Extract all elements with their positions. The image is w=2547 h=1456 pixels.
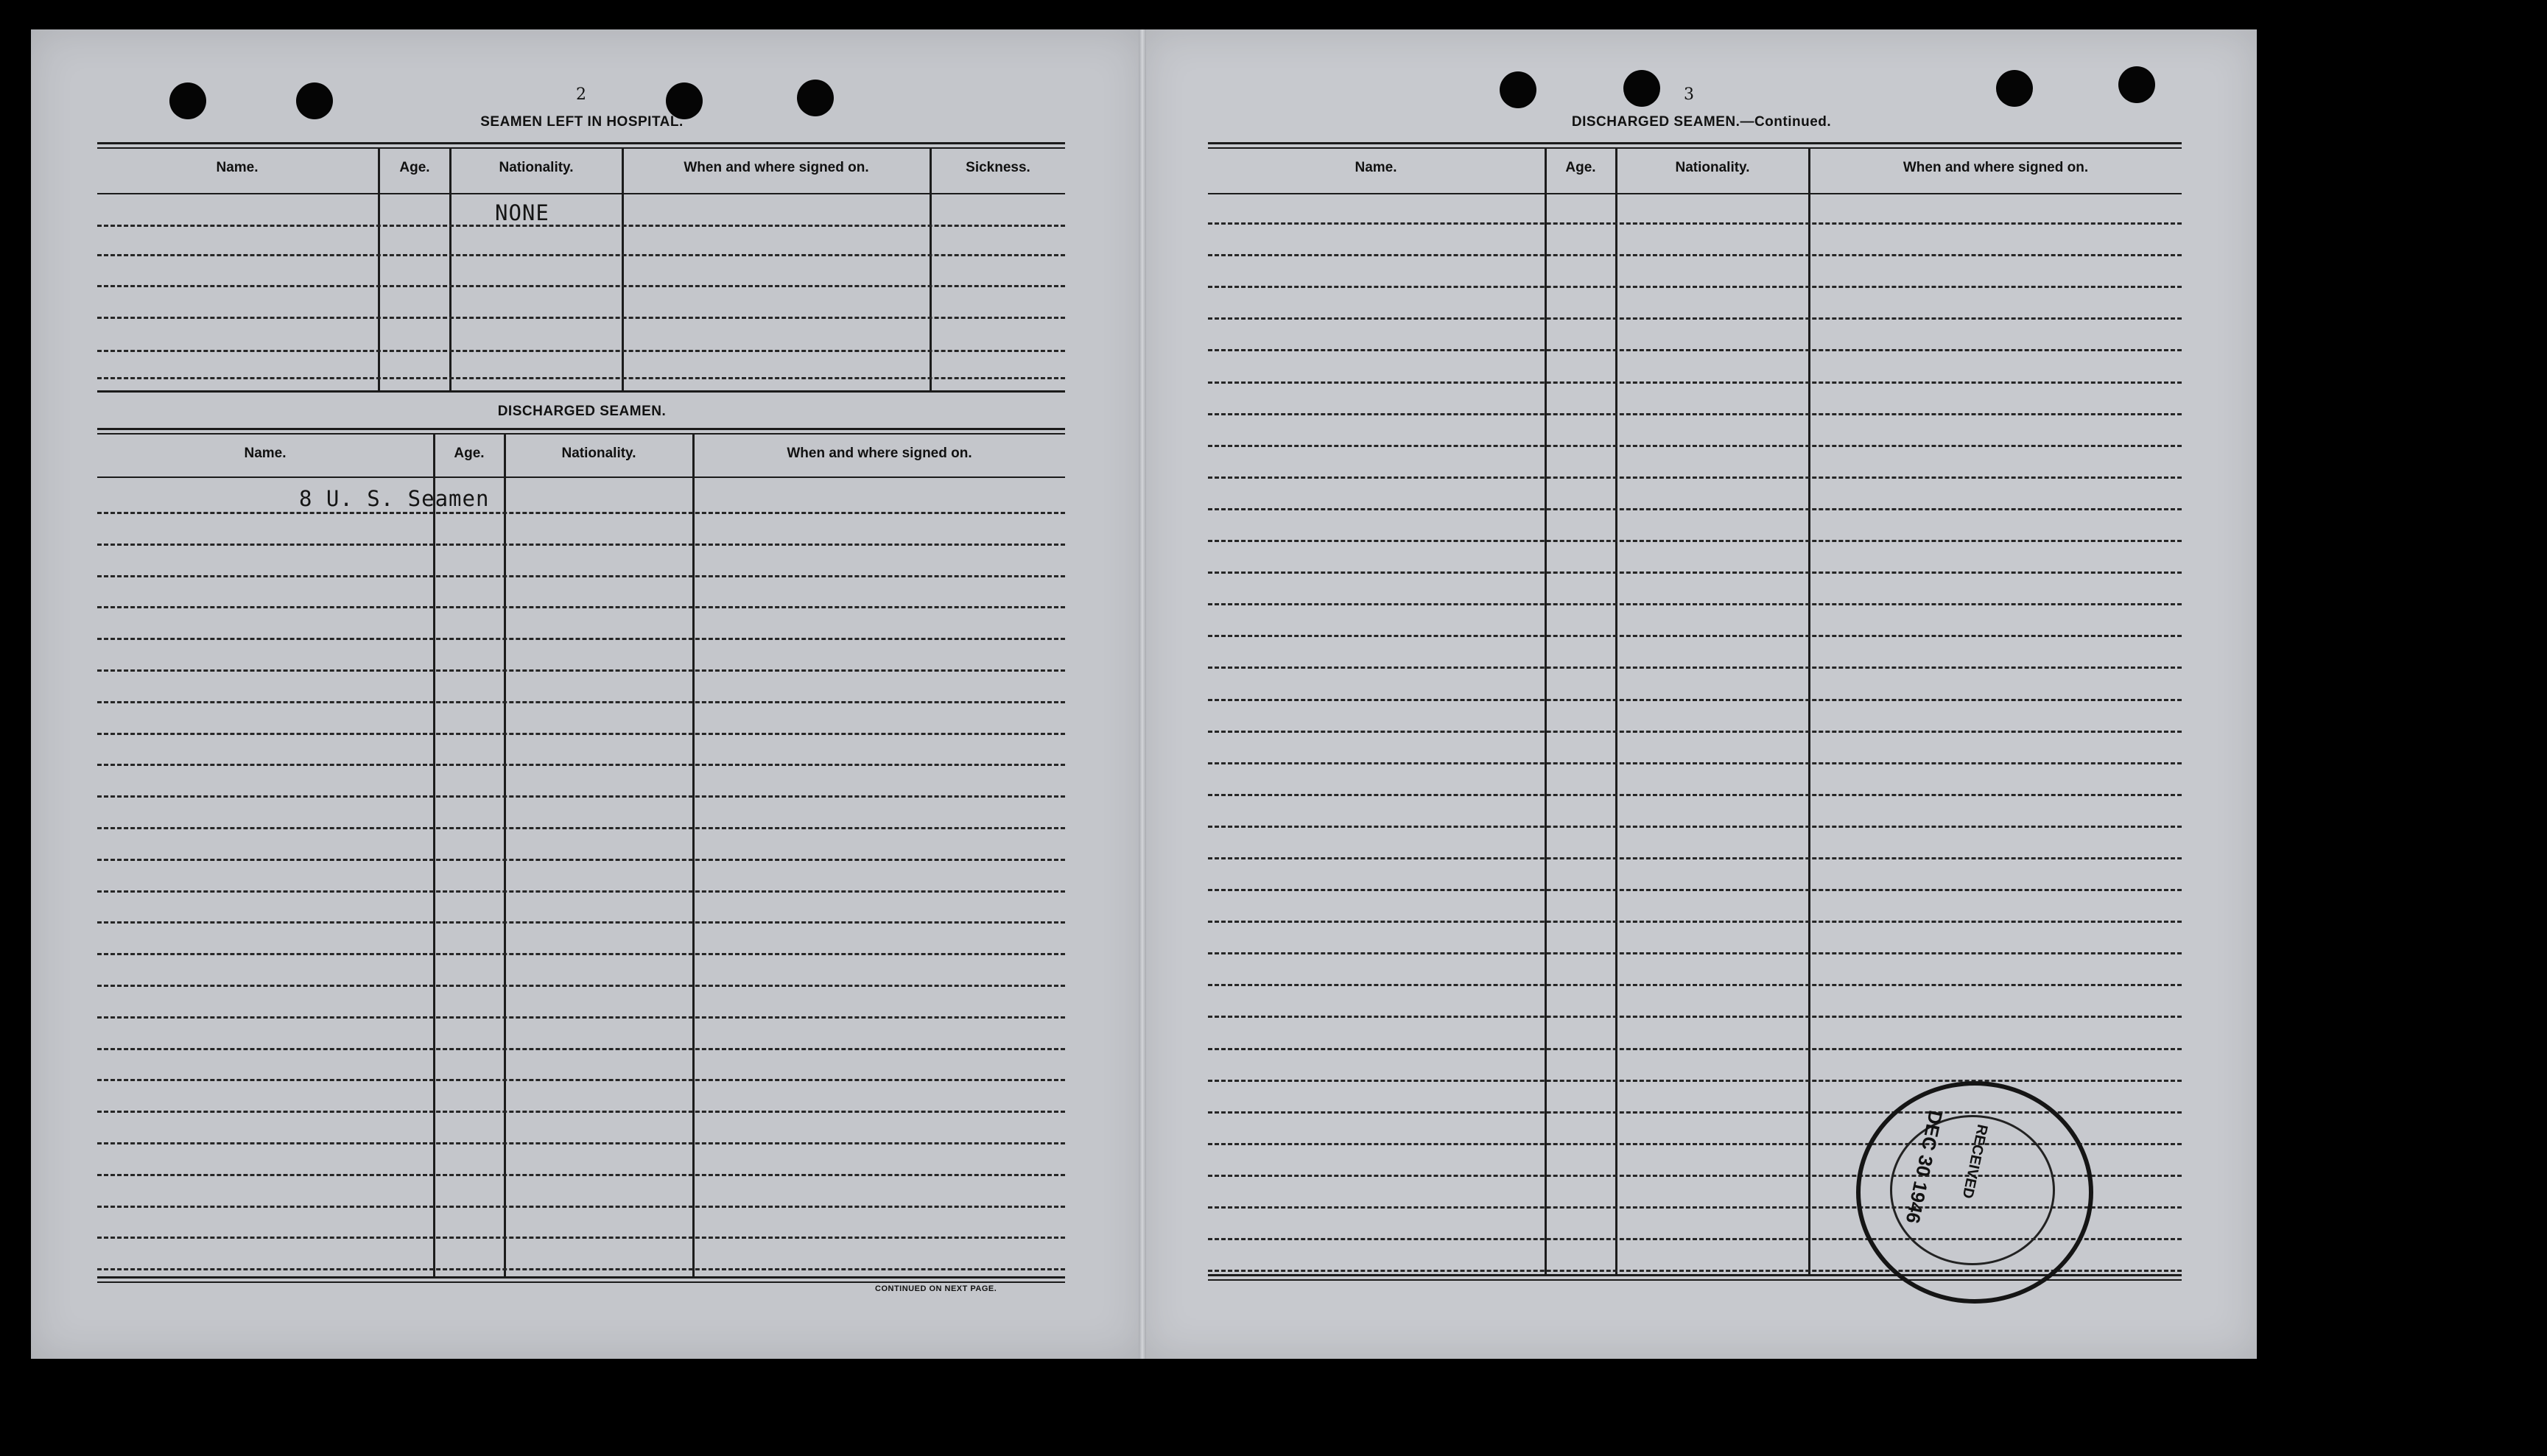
row-line — [97, 669, 1065, 672]
row-line — [97, 254, 1065, 256]
row-line — [1208, 857, 2182, 859]
table-bottom-rule — [97, 1276, 1065, 1279]
punch-hole — [1500, 71, 1536, 108]
column-header-nationality: Nationality. — [1675, 160, 1750, 175]
column-header-age: Age. — [454, 446, 485, 461]
row-line — [97, 985, 1065, 987]
hospital-entry-nationality: NONE — [495, 200, 549, 225]
column-divider — [622, 147, 624, 390]
row-line — [97, 544, 1065, 546]
row-line — [97, 377, 1065, 379]
column-divider — [433, 433, 435, 1278]
column-header-signed-on: When and where signed on. — [787, 446, 972, 461]
row-line — [97, 1016, 1065, 1019]
left-page — [31, 29, 1143, 1359]
row-line — [97, 827, 1065, 829]
table-top-rule — [97, 147, 1065, 149]
row-line — [1208, 635, 2182, 637]
header-rule — [1208, 193, 2182, 194]
row-line — [1208, 445, 2182, 447]
column-divider — [449, 147, 452, 390]
punch-hole — [1623, 70, 1660, 107]
row-line — [1208, 572, 2182, 574]
row-line — [97, 921, 1065, 924]
column-divider — [930, 147, 932, 390]
punch-hole — [296, 82, 333, 119]
table-bottom-rule — [97, 1281, 1065, 1283]
row-line — [1208, 603, 2182, 605]
row-line — [97, 859, 1065, 861]
row-line — [97, 701, 1065, 703]
row-line — [97, 606, 1065, 608]
row-line — [97, 285, 1065, 287]
punch-hole — [2118, 66, 2155, 103]
right-page — [1143, 29, 2257, 1359]
row-line — [97, 1111, 1065, 1113]
column-header-signed-on: When and where signed on. — [684, 160, 869, 175]
row-line — [97, 1142, 1065, 1144]
column-header-nationality: Nationality. — [499, 160, 574, 175]
row-line — [1208, 1016, 2182, 1018]
row-line — [97, 225, 1065, 227]
hospital-section-title: SEAMEN LEFT IN HOSPITAL. — [480, 114, 684, 130]
row-line — [97, 1048, 1065, 1050]
column-header-age: Age. — [399, 160, 430, 175]
stamp-text: RECEIVED — [1958, 1122, 1991, 1200]
row-line — [97, 350, 1065, 352]
column-divider — [1545, 147, 1547, 1274]
title-main: DISCHARGED SEAMEN. — [1571, 114, 1740, 130]
table-top-rule — [97, 428, 1065, 430]
title-suffix: —Continued. — [1740, 114, 1832, 130]
row-line — [1208, 476, 2182, 479]
stamp-date: DEC 30 1946 — [1901, 1108, 1947, 1226]
table-top-rule — [97, 142, 1065, 144]
section-rule — [97, 390, 1065, 393]
row-line — [97, 575, 1065, 577]
table-top-rule — [1208, 147, 2182, 149]
discharged-continued-title — [1503, 114, 1900, 130]
row-line — [97, 317, 1065, 319]
column-divider — [692, 433, 695, 1278]
column-header-nationality: Nationality. — [561, 446, 636, 461]
row-line — [97, 1268, 1065, 1270]
column-header-name: Name. — [216, 160, 259, 175]
row-line — [1208, 349, 2182, 351]
punch-hole — [169, 82, 206, 119]
received-stamp — [1856, 1081, 2093, 1304]
row-line — [97, 733, 1065, 735]
page-number: 3 — [1684, 85, 1694, 104]
column-divider — [504, 433, 506, 1278]
column-header-name: Name. — [244, 446, 287, 461]
header-rule — [97, 193, 1065, 194]
column-header-signed-on: When and where signed on. — [1903, 160, 2089, 175]
row-line — [97, 764, 1065, 766]
continued-note: CONTINUED ON NEXT PAGE. — [875, 1284, 997, 1293]
header-rule — [97, 476, 1065, 478]
row-line — [1208, 731, 2182, 733]
row-line — [97, 1206, 1065, 1208]
row-line — [97, 890, 1065, 893]
row-line — [1208, 222, 2182, 225]
row-line — [1208, 952, 2182, 954]
row-line — [1208, 984, 2182, 986]
row-line — [1208, 508, 2182, 510]
row-line — [1208, 286, 2182, 288]
page-number: 2 — [576, 85, 586, 104]
column-header-age: Age. — [1565, 160, 1596, 175]
column-header-name: Name. — [1355, 160, 1397, 175]
row-line — [1208, 540, 2182, 542]
row-line — [1208, 317, 2182, 320]
row-line — [1208, 921, 2182, 923]
row-line — [97, 1237, 1065, 1239]
row-line — [1208, 413, 2182, 415]
row-line — [1208, 1048, 2182, 1050]
row-line — [97, 638, 1065, 640]
row-line — [1208, 667, 2182, 669]
row-line — [97, 512, 1065, 514]
discharged-section-title: DISCHARGED SEAMEN. — [497, 404, 667, 419]
table-top-rule — [97, 433, 1065, 435]
row-line — [97, 795, 1065, 798]
row-line — [97, 953, 1065, 955]
page-gutter — [1139, 29, 1146, 1359]
row-line — [1208, 381, 2182, 384]
row-line — [97, 1174, 1065, 1176]
punch-hole — [1996, 70, 2033, 107]
row-line — [1208, 794, 2182, 796]
punch-hole — [797, 80, 834, 116]
row-line — [1208, 762, 2182, 764]
row-line — [97, 1079, 1065, 1081]
column-header-sickness: Sickness. — [966, 160, 1030, 175]
column-divider — [1615, 147, 1617, 1274]
row-line — [1208, 826, 2182, 828]
row-line — [1208, 1080, 2182, 1082]
row-line — [1208, 889, 2182, 891]
row-line — [1208, 699, 2182, 701]
table-top-rule — [1208, 142, 2182, 144]
column-divider — [1808, 147, 1810, 1274]
discharged-entry-name: 8 U. S. Seamen — [299, 486, 490, 511]
column-divider — [378, 147, 380, 390]
row-line — [1208, 254, 2182, 256]
